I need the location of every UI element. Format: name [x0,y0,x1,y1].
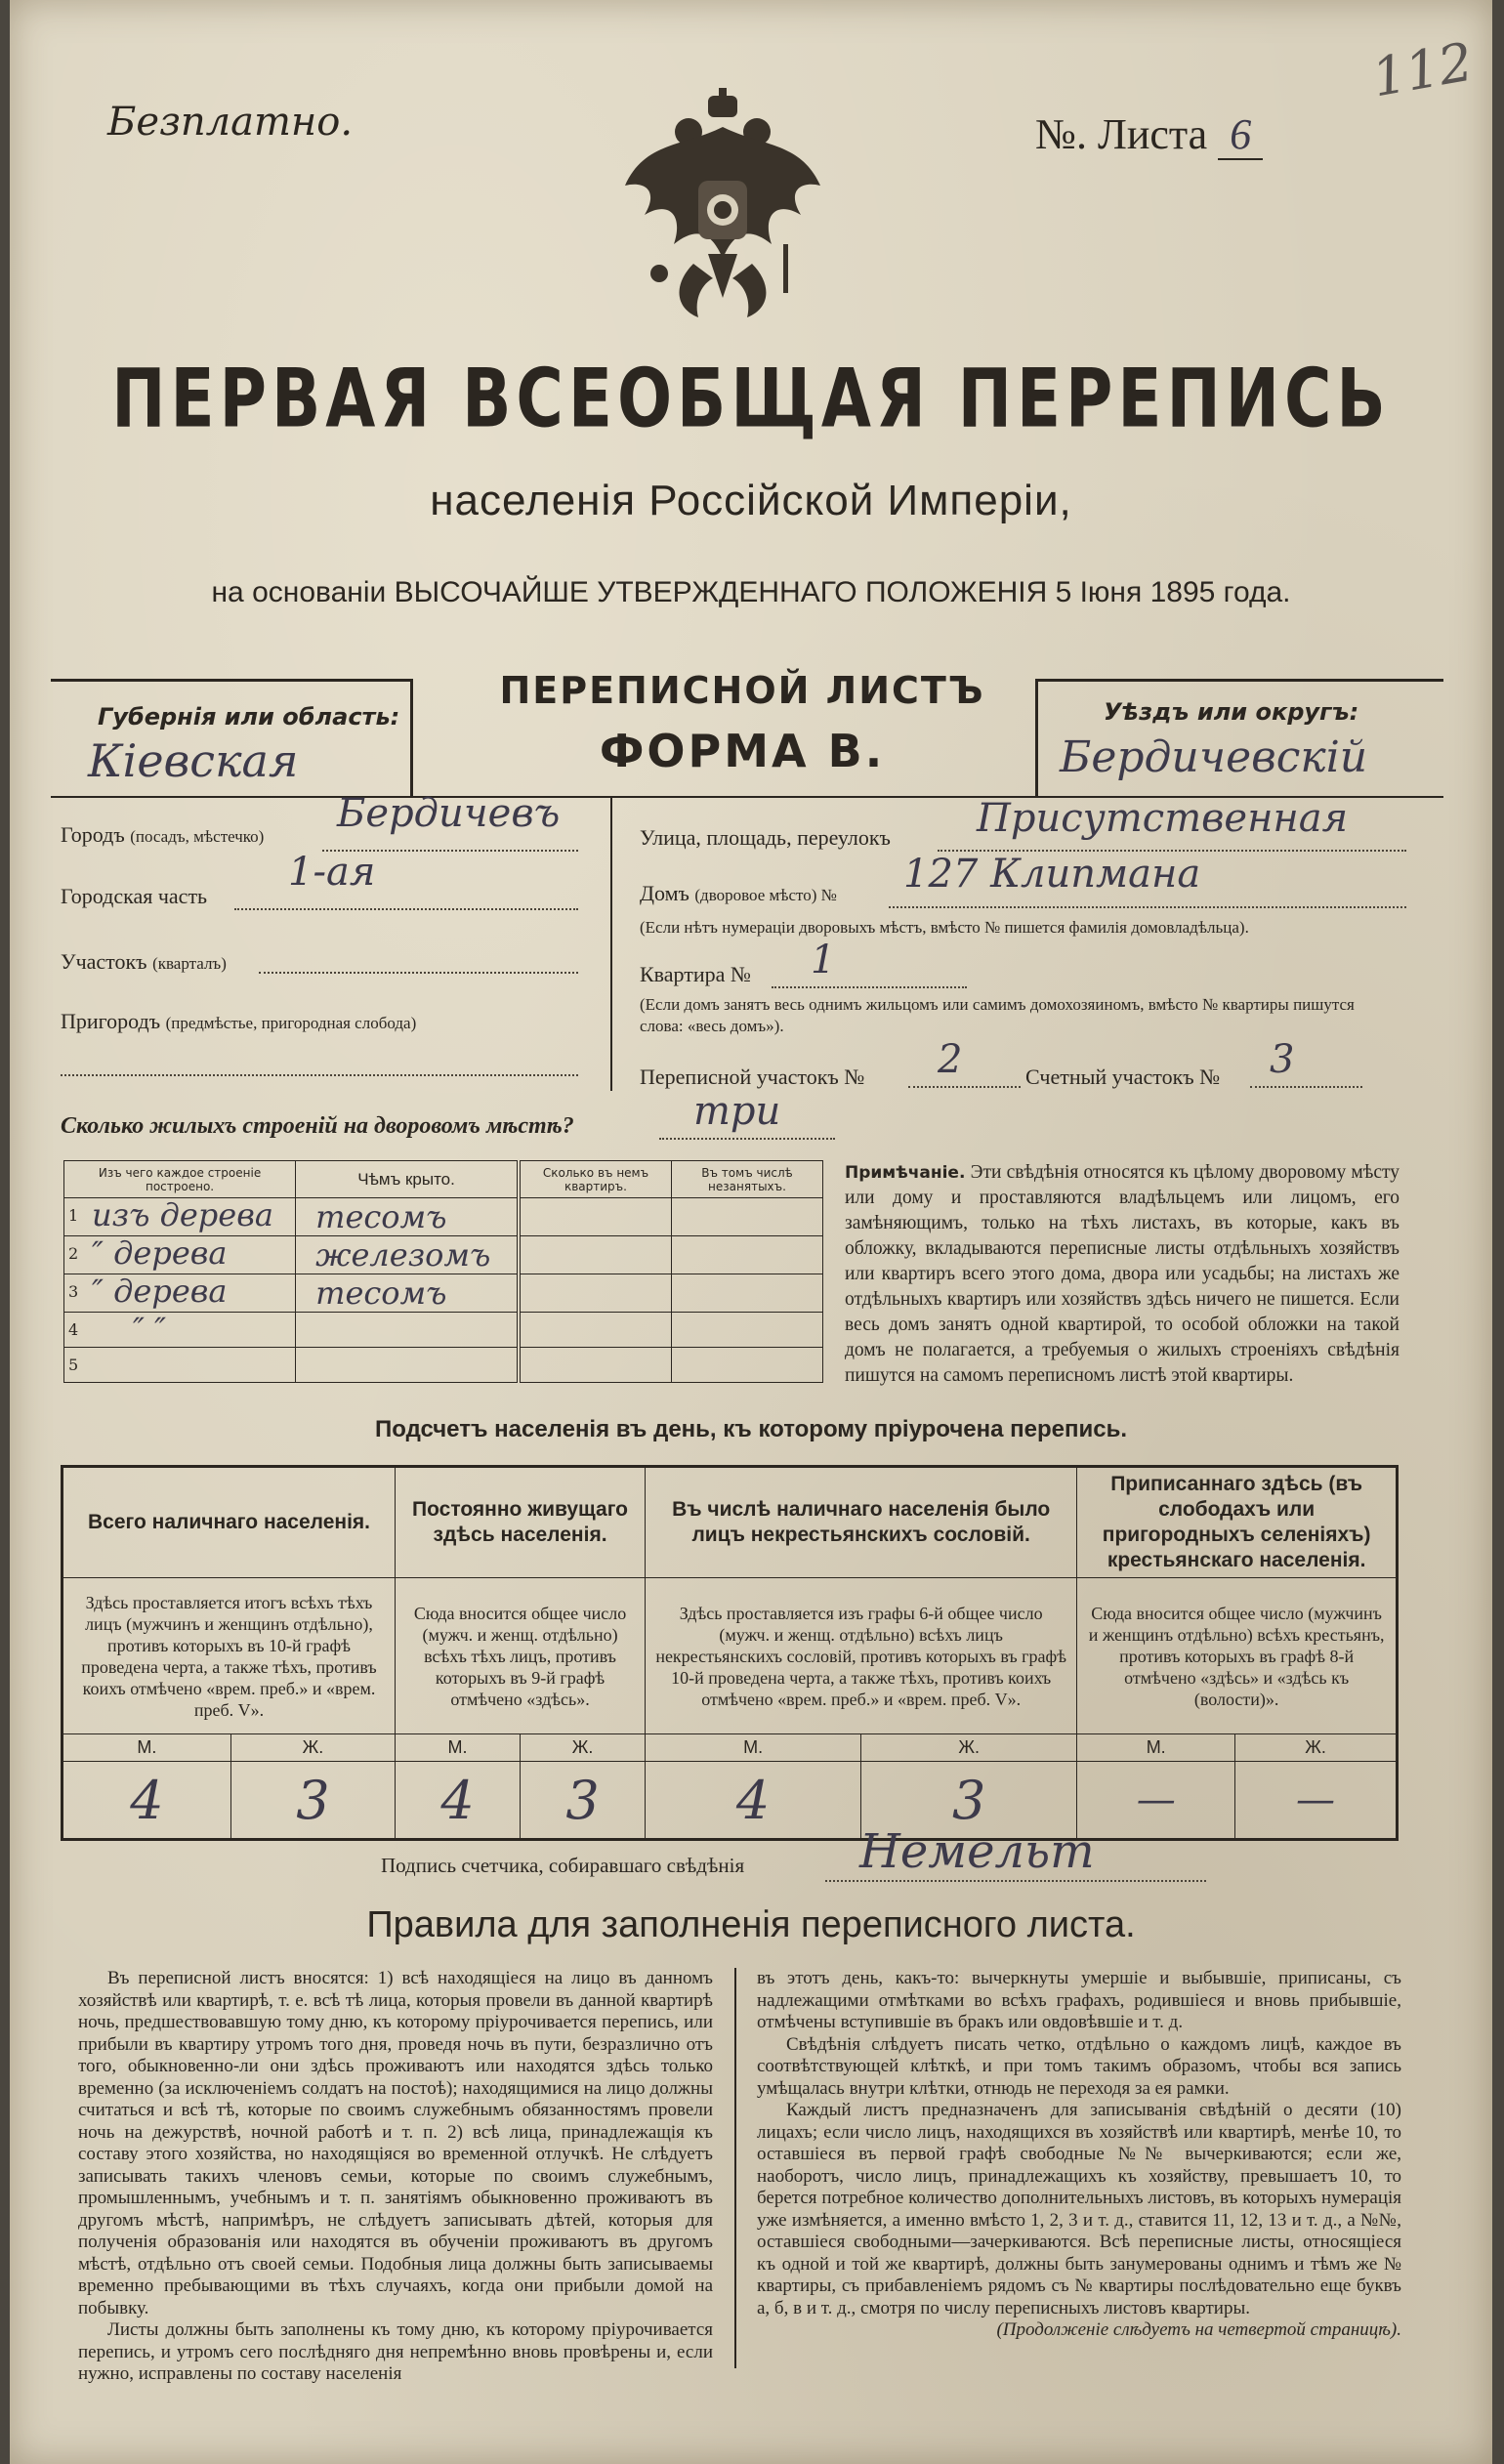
buildings-row [64,1348,823,1383]
census-col1-head: Всего наличнаго населенія. [63,1467,396,1578]
rule [1035,679,1443,682]
suburb-hint: (предмѣстье, пригородная слобода) [165,1014,417,1032]
row-number: 1 [68,1206,79,1225]
house-note: (Если нѣтъ нумераціи дворовыхъ мѣстъ, вмѣсто № пишется фамилія домовладѣльца). [640,918,1249,937]
census-section-line [908,1086,1021,1088]
census-heading: Подсчетъ населенія въ день, къ которому пріурочена перепись. [375,1416,1127,1442]
building-apts [519,1313,672,1348]
building-roof [296,1313,519,1348]
page-decree: на основаніи ВЫСОЧАЙШЕ УТВЕРЖДЕННАГО ПОЛОЖЕНІЯ 5 Іюня 1895 года. [211,576,1291,608]
buildings-answer: три [693,1089,781,1134]
census-m-label: М. [63,1734,231,1762]
section-label: Участокъ [61,949,147,974]
census-col4-body: Сюда вносится общее число (мужчинъ и женщинъ отдѣльно) всѣхъ крестьянъ, противъ которыхъ въ графѣ 8-й отмѣчено «здѣсь» и «здѣсь къ (волости)». [1077,1578,1398,1734]
building-material: ″ дерева [92,1273,228,1310]
imperial-eagle-icon [615,88,830,332]
count-section-label: Счетный участокъ № [1025,1065,1221,1089]
census-m-label: М. [396,1734,521,1762]
house-hint: (дворовое мѣсто) № [694,886,837,904]
form-subtitle: ФОРМА В. [599,725,886,777]
signature-value: Немельт [859,1824,1095,1879]
census-col4-zh: — [1235,1762,1398,1840]
census-m-label: М. [646,1734,861,1762]
city-part-value: 1-ая [288,850,376,895]
archive-number: 112 [1367,30,1478,109]
suburb-label: Пригородъ [61,1009,161,1033]
building-apts [519,1198,672,1236]
house-line [889,906,1406,908]
signature-line [825,1880,1206,1882]
sheet-number-label: №. Листа [1035,110,1208,158]
rule [51,679,412,682]
note-text: Эти свѣдѣнія относятся къ цѣлому дворовому мѣсту или дому и проставляются владѣльцемъ или лицомъ, его замѣняющимъ, только на тѣхъ листахъ, въ которые, какъ въ обложку, вкладываются переписные листы отдѣльныхъ хозяйствъ или квартиръ всего этого дома, двора или усадьбы; на листахъ же отдѣльныхъ квартиръ или хозяйствъ здѣсь ничего не пишется. Если весь домъ занятъ одной квартирой, то особой обложки на такой домъ не полагается, а требуемыя о жилыхъ строеніяхъ свѣдѣнія пишутся на самомъ переписномъ листѣ этой квартиры. [845,1162,1400,1386]
building-roof: железомъ [296,1236,519,1274]
buildings-question: Сколько жилыхъ строеній на дворовомъ мѣстѣ? [61,1113,574,1139]
census-col1-m: 4 [63,1762,231,1840]
census-col2-zh: 3 [521,1762,646,1840]
census-zh-label: Ж. [861,1734,1077,1762]
rules-left-paragraph-2: Листы должны быть заполнены къ тому дню, къ которому пріурочивается перепись, и утромъ сего послѣдняго дня непремѣнно вновь провѣрены и, если нужно, исправлены по составу населенія [78,2319,713,2384]
sheet-number-line [1035,109,1263,159]
census-sheet [10,0,1492,2464]
building-empty [671,1236,822,1274]
page-subtitle: населенія Россійской Имперіи, [430,477,1072,524]
census-section-value: 2 [938,1037,963,1082]
rule [610,798,612,1091]
house-value: 127 Клипмана [903,852,1201,897]
row-number: 2 [68,1244,79,1263]
census-col2-body: Сюда вносится общее число (мужч. и женщ. отдѣльно) всѣхъ тѣхъ лицъ, противъ которыхъ въ 9-й графѣ отмѣчено «здѣсь». [396,1578,646,1734]
row-number: 5 [68,1356,79,1374]
building-empty [671,1198,822,1236]
census-col4-m: — [1077,1762,1235,1840]
page-title: ПЕРВАЯ ВСЕОБЩАЯ ПЕРЕПИСЬ [111,352,1391,446]
buildings-row [64,1236,823,1274]
census-col3-zh: 3 [861,1762,1077,1840]
city-hint: (посадъ, мѣстечко) [130,827,265,846]
buildings-row [64,1198,823,1236]
buildings-row [64,1313,823,1348]
rules-title: Правила для заполненія переписного листа. [366,1904,1136,1945]
census-zh-label: Ж. [1235,1734,1398,1762]
rules-left-column [78,1968,713,2386]
census-section-label: Переписной участокъ № [640,1065,865,1089]
rules-left-paragraph: Въ переписной листъ вносятся: 1) всѣ находящіеся на лицо въ данномъ хозяйствѣ или квартирѣ, т. е. всѣ тѣ лица, которыя провели въ данной квартирѣ ночь, предшествовавшую тому дню, къ которому пріурочивается перепись, или прибыли въ квартиру утромъ того дня, проведя ночь въ пути, безразлично отъ того, обыкновенно-ли они здѣсь проживаютъ или находятся здѣсь только временно (за исключеніемъ солдатъ на постоѣ); находящимися на лицо должны считаться и всѣ тѣ, которые по своимъ служебнымъ обязанностямъ провели ночь на дежурствѣ, ночной работѣ и т. п. 2) всѣ лица, принадлежащія къ составу этого хозяйства, но находящіяся во временной отлучкѣ. Не слѣдуетъ записывать такихъ членовъ семьи, которые по своимъ служебнымъ, промышленнымъ, учебнымъ и т. п. занятіямъ обыкновенно проживаютъ въ другомъ мѣстѣ, напримѣръ, не слѣдуетъ записывать дѣтей, которыя для полученія образованія или находятся въ обученіи проживаютъ въ другомъ мѣстѣ, отдѣльно отъ своей семьи. Подобныя лица должны быть записываемы временно пребывающими въ тѣхъ случаяхъ, когда они прибыли домой на побывку. [78,1968,713,2318]
house-label: Домъ [640,881,689,905]
building-roof: тесомъ [296,1198,519,1236]
city-label: Городъ [61,822,125,847]
apartment-line [772,986,967,988]
census-zh-label: Ж. [521,1734,646,1762]
building-roof [296,1348,519,1383]
building-apts [519,1274,672,1313]
section-line [259,972,578,974]
building-empty [671,1274,822,1313]
rules-continued: (Продолженіе слѣдуетъ на четвертой страницѣ). [996,2319,1401,2340]
census-col1-zh: 3 [230,1762,395,1840]
city-part-line [234,908,578,910]
district-value: Бердичевскій [1060,732,1368,782]
census-col4-head: Приписаннаго здѣсь (въ слободахъ или пригородныхъ селеніяхъ) крестьянскаго населенія. [1077,1467,1398,1578]
census-col2-m: 4 [396,1762,521,1840]
apartment-label: Квартира № [640,962,751,986]
free-label: Безплатно. [107,100,354,145]
suburb-line [61,1074,578,1076]
buildings-row [64,1274,823,1313]
building-material: ″ ″ [133,1311,167,1348]
census-col3-m: 4 [646,1762,861,1840]
rules-right-paragraph: въ этотъ день, какъ-то: вычеркнуты умершіе и выбывшіе, приписаны, съ надлежащими отмѣтками во всѣхъ графахъ, родившіеся и вновь прибывшіе, отмѣчены вступившіе въ бракъ или овдовѣвшіе и т. д. [757,1968,1401,2032]
count-section-value: 3 [1270,1037,1295,1082]
city-value: Бердичевъ [337,791,561,836]
buildings-answer-line [659,1138,835,1140]
census-col1-body: Здѣсь проставляется итогъ всѣхъ тѣхъ лицъ (мужчинъ и женщинъ отдѣльно), противъ которыхъ въ 10-й графѣ проведена черта, а также тѣхъ, противъ коихъ отмѣчено «врем. преб.» и «врем. преб. V». [63,1578,396,1734]
buildings-header-material: Изъ чего каждое строеніе построено. [64,1161,296,1198]
census-zh-label: Ж. [230,1734,395,1762]
census-col3-head: Въ числѣ наличнаго населенія было лицъ некрестьянскихъ сословій. [646,1467,1077,1578]
census-col3-body: Здѣсь проставляется изъ графы 6-й общее число (мужч. и женщ. отдѣльно) всѣхъ лицъ некрестьянскихъ сословій, противъ которыхъ въ графѣ 10-й проведена черта, а также тѣхъ, противъ коихъ отмѣчено «врем. преб.» и «врем. преб. V». [646,1578,1077,1734]
rule [734,1968,736,2368]
rules-right-paragraph-3: Каждый листъ предназначенъ для записыванія свѣдѣній о десяти (10) лицахъ; если число лицъ, находящихся въ хозяйствѣ или квартирѣ, менѣе 10, то оставшіеся въ первой графѣ свободные №№ вычеркиваются; если же, наоборотъ, число лицъ, принадлежащихъ къ хозяйству, превышаетъ 10, то берется потребное количество дополнительныхъ листовъ, въ которыхъ нумерація уже измѣняется, а именно вмѣсто 1, 2, 3 и т. д., ставится 11, 12, 13 и т. д., а №№, оставшіеся свободными—зачеркиваются. Всѣ переписные листы, относящіеся къ одной и той же квартирѣ, должны быть занумерованы однимъ и тѣмъ же № квартиры, съ прибавленіемъ рядомъ съ № квартиры послѣдовательно еще буквъ а, б, в и т. д., смотря по числу переписныхъ листовъ квартиры. [757,2100,1401,2318]
row-number: 4 [68,1320,79,1339]
street-value: Присутственная [977,796,1349,841]
count-section-line [1250,1086,1362,1088]
census-col2-head: Постоянно живущаго здѣсь населенія. [396,1467,646,1578]
sheet-number-value: 6 [1218,110,1263,160]
buildings-note [845,1160,1400,1389]
rule [410,679,413,798]
rules-right-column [757,1968,1401,2342]
apartment-value: 1 [811,938,836,982]
street-label: Улица, площадь, переулокъ [640,825,891,850]
province-label: Губернія или область: [98,703,400,731]
building-apts [519,1236,672,1274]
buildings-table [63,1160,823,1383]
rules-right-paragraph-2: Свѣдѣнія слѣдуетъ писать четко, отдѣльно о каждомъ лицѣ, каждое въ соотвѣтствующей клѣткѣ, и при томъ такимъ образомъ, чтобы вся запись умѣщалась внутри клѣтки, отнюдь не переходя за ея рамки. [757,2033,1401,2099]
building-empty [671,1348,822,1383]
apartment-note: (Если домъ занятъ весь однимъ жильцомъ или самимъ домохозяиномъ, вмѣсто № квартиры пишутся слова: «весь домъ»). [640,995,1355,1035]
census-table [61,1465,1399,1841]
census-m-label: М. [1077,1734,1235,1762]
building-material: ″ дерева [92,1234,228,1272]
note-label: Примѣчаніе. [845,1163,966,1183]
building-empty [671,1313,822,1348]
buildings-header-apts: Сколько въ немъ квартиръ. [519,1161,672,1198]
signature-label: Подпись счетчика, собиравшаго свѣдѣнія [381,1854,745,1877]
district-label: Уѣздъ или округъ: [1104,698,1359,726]
section-hint: (кварталъ) [152,954,227,973]
buildings-header-roof: Чѣмъ крыто. [296,1161,519,1198]
house-field [640,881,837,906]
form-title: ПЕРЕПИСНОЙ ЛИСТЪ [499,669,985,712]
buildings-header-empty: Въ томъ числѣ незанятыхъ. [671,1161,822,1198]
province-value: Кіевская [88,734,299,787]
buildings-header-row [64,1161,823,1198]
building-material: изъ дерева [92,1196,273,1233]
city-part-label: Городская часть [61,884,208,908]
section-field [61,949,227,975]
building-apts [519,1348,672,1383]
suburb-field [61,1009,416,1034]
row-number: 3 [68,1282,79,1301]
building-roof: тесомъ [296,1274,519,1313]
